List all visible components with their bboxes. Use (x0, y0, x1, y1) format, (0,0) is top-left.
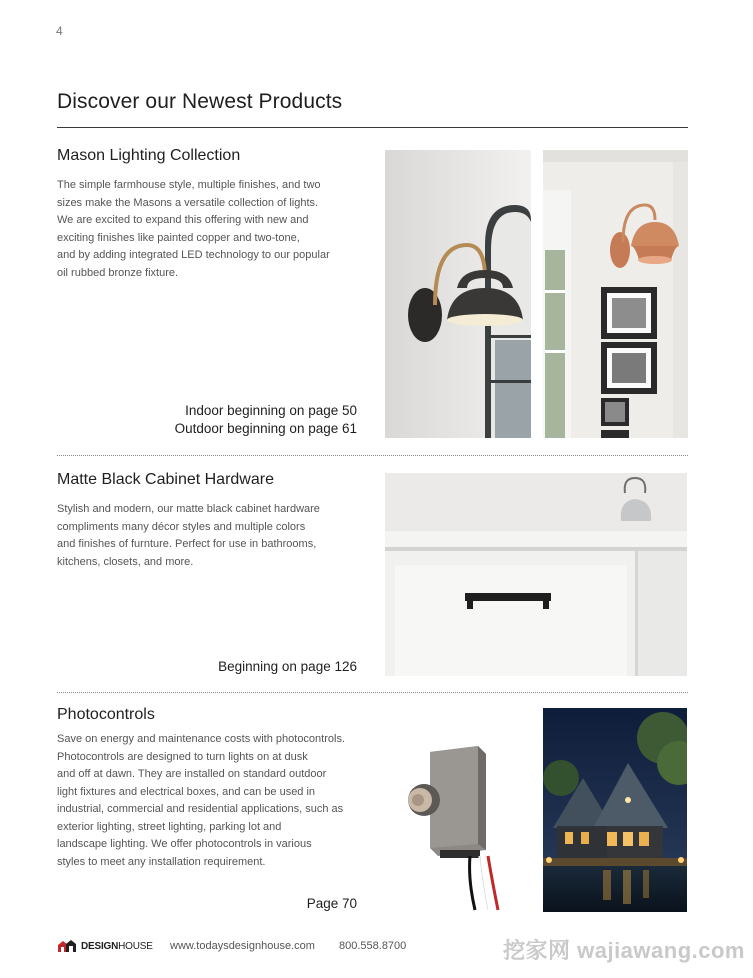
cabinet-pull-photo (385, 473, 687, 676)
house-at-dusk-photo (543, 708, 687, 912)
house-logo-icon (57, 939, 77, 953)
mason-bronze-sconce-photo (385, 150, 531, 438)
page-number: 4 (56, 24, 63, 38)
photocontrols-ref: Page 70 (306, 896, 357, 911)
mason-copper-sconce-photo (543, 150, 688, 438)
mason-ref-indoor: Indoor beginning on page 50 (185, 403, 357, 418)
cabinet-hardware-ref: Beginning on page 126 (218, 659, 357, 674)
mason-ref-outdoor: Outdoor beginning on page 61 (174, 421, 357, 436)
title-divider (57, 127, 688, 128)
section-title-photocontrols: Photocontrols (57, 706, 155, 723)
section-title-cabinet-hardware: Matte Black Cabinet Hardware (57, 471, 274, 488)
section-divider-2 (57, 692, 688, 693)
section-body-cabinet-hardware: Stylish and modern, our matte black cabinet hardware compliments many décor styles and multiple colors and finishes of furnture. Perfect for use in bathrooms, kitchens, closets, and more. (57, 503, 320, 568)
section-body-photocontrols: Save on energy and maintenance costs with photocontrols. Photocontrols are designed to turn lights on at dusk and off at dawn. They are installed on standard outdoor light fixtures and electrical boxes, and can be used in industrial, commercial and residential applications, such as exterior lighting, street lighting, parking lot and landscape lighting. We offer photocontrols in various styles to meet any installation requirement. (57, 733, 346, 868)
brand-name (81, 941, 153, 952)
footer-phone: 800.558.8700 (339, 940, 407, 952)
footer-website[interactable]: www.todaysdesignhouse.com (170, 940, 315, 952)
photocontrol-device-photo (400, 740, 520, 912)
page-title: Discover our Newest Products (57, 90, 343, 113)
brand-logo (57, 939, 153, 953)
section-title-mason: Mason Lighting Collection (57, 147, 241, 164)
brand-name-bold: DESIGN (81, 940, 119, 952)
watermark: 挖家网 wajiawang.com (503, 938, 745, 963)
section-body-mason: The simple farmhouse style, multiple finishes, and two sizes make the Masons a versatile collection of lights. We are excited to expand this offering with new and exciting finishes like painted copper and two-tone, and by adding integrated LED technology to our popular oil rubbed bronze fixture. (57, 179, 330, 279)
brand-name-light: HOUSE (118, 940, 153, 952)
section-divider (57, 455, 688, 456)
